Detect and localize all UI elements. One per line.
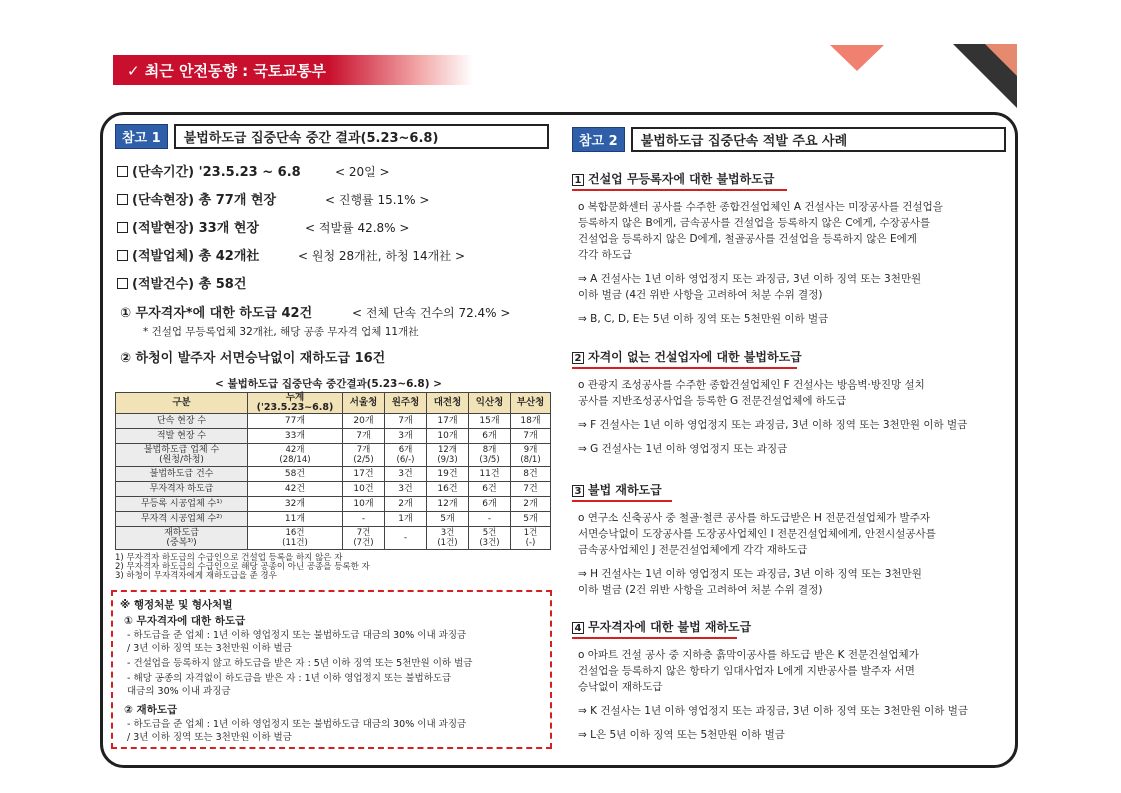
table-row xyxy=(116,512,551,527)
table-cell: 32개 xyxy=(248,497,343,512)
table-cell: 7건 xyxy=(511,482,551,497)
table-cell: 7개 xyxy=(343,429,385,444)
case-title xyxy=(572,350,802,365)
case-line: ⇒ L은 5년 이하 징역 또는 5천만원 이하 벌금 xyxy=(578,729,785,741)
bullet-text: (단속기간) '23.5.23 ~ 6.8 xyxy=(132,165,301,180)
table-cell: 33개 xyxy=(248,429,343,444)
table-cell: 17건 xyxy=(343,467,385,482)
case-line: 승낙없이 재하도급 xyxy=(578,681,663,693)
case-line: 각각 하도급 xyxy=(578,249,633,261)
table-header-cell: 익산청 xyxy=(469,393,511,414)
sub1-footnote: * 건설업 무등록업체 32개社, 해당 공종 무자격 업체 11개社 xyxy=(143,326,419,338)
case-line: ⇒ B, C, D, E는 5년 이하 징역 또는 5천만원 이하 벌금 xyxy=(578,313,829,325)
table-cell: 10개 xyxy=(343,497,385,512)
case-line: 이하 벌금 (2건 위반 사항을 고려하여 처분 수위 결정) xyxy=(578,584,823,596)
table-row xyxy=(116,414,551,429)
checkbox-icon xyxy=(117,222,128,233)
case-line: o 연구소 신축공사 중 철골·철큰 공사를 하도급받은 H 전문건설업체가 발주자 xyxy=(578,512,930,524)
case-line: ⇒ G 건설사는 1년 이하 영업정지 또는 과징금 xyxy=(578,443,788,455)
table-cell: 1개 xyxy=(385,512,427,527)
case-title xyxy=(572,620,751,635)
case-title-text: 불법 재하도급 xyxy=(588,483,662,497)
table-cell: 6개 xyxy=(469,497,511,512)
table-cell: 7개 xyxy=(511,429,551,444)
decor-triangle-coral xyxy=(830,45,884,71)
right-chip: 참고 2 xyxy=(572,127,625,152)
title-underline xyxy=(572,637,737,639)
table-cell: - xyxy=(343,512,385,527)
left-chip: 참고 1 xyxy=(115,124,168,149)
title-underline xyxy=(572,367,797,369)
case-line: 서면승낙없이 도장공사를 도장공사업체인 I 전문건설업체에게, 안전시설공사를 xyxy=(578,528,936,540)
title-underline xyxy=(572,500,672,502)
checkbox-icon xyxy=(117,250,128,261)
bullet-note: < 적발률 42.8% > xyxy=(305,221,410,235)
stat-table xyxy=(115,392,551,550)
bullet-text: (적발현장) 33개 현장 xyxy=(132,221,259,236)
case-line: 등록하지 않은 B에게, 금속공사를 건설업을 등록하지 않은 C에게, 수장공사를 xyxy=(578,217,931,229)
case-number: 3 xyxy=(572,485,584,497)
case-line: ⇒ K 건설사는 1년 이하 영업정지 또는 과징금, 3년 이하 징역 또는 3천만원 이하 벌금 xyxy=(578,705,969,717)
table-cell: - xyxy=(385,527,427,550)
table-cell: 58건 xyxy=(248,467,343,482)
table-header-cell: 누계('23.5.23~6.8) xyxy=(248,393,343,414)
table-cell: 12개 (9/3) xyxy=(427,444,469,467)
bullet-text: (적발업체) 총 42개社 xyxy=(132,249,260,264)
table-header-cell: 구분 xyxy=(116,393,248,414)
checkbox-icon xyxy=(117,194,128,205)
footnote: 2) 무자격자 하도급의 수급인으로 해당 공종이 아닌 공종을 등록한 자 xyxy=(115,562,370,572)
bullet-note: < 원청 28개社, 하청 14개社 > xyxy=(298,249,466,263)
bullet-note: < 20일 > xyxy=(335,165,390,179)
table-cell: 6건 xyxy=(469,482,511,497)
table-cell: 6개 xyxy=(469,429,511,444)
table-cell: 11건 xyxy=(469,467,511,482)
table-cell: 8건 xyxy=(511,467,551,482)
left-title-bar xyxy=(115,124,549,149)
case-title-text: 건설업 무등록자에 대한 불법하도급 xyxy=(588,172,775,186)
table-cell: 5개 xyxy=(511,512,551,527)
table-cell: 11개 xyxy=(248,512,343,527)
penalty-line: 대금의 30% 이내 과징금 xyxy=(127,686,231,697)
table-cell: 6개 (6/-) xyxy=(385,444,427,467)
sub2-main: ② 하청이 발주자 서면승낙없이 재하도급 16건 xyxy=(120,351,386,366)
case-line: ⇒ A 건설사는 1년 이하 영업정지 또는 과징금, 3년 이하 징역 또는 3천만원 xyxy=(578,273,922,285)
case-line: 건설업을 등록하지 않은 D에게, 철골공사를 건설업을 등록하지 않은 E에게 xyxy=(578,233,917,245)
table-row xyxy=(116,497,551,512)
penalty-title: ※ 행정처분 및 형사처벌 xyxy=(120,599,233,611)
table-cell: 5건 (3건) xyxy=(469,527,511,550)
bullet-text: (적발건수) 총 58건 xyxy=(132,277,247,292)
table-cell: 77개 xyxy=(248,414,343,429)
table-header-cell: 대전청 xyxy=(427,393,469,414)
left-title: 불법하도급 집중단속 중간 결과(5.23~6.8) xyxy=(174,124,549,149)
bullet-main xyxy=(117,221,259,236)
footnote: 1) 무자격자 하도급의 수급인으로 건설업 등록을 하지 않은 자 xyxy=(115,553,343,563)
table-cell: 3건 xyxy=(385,482,427,497)
case-title xyxy=(572,483,662,498)
row-label: 단속 현장 수 xyxy=(116,414,248,429)
table-cell: 2개 xyxy=(511,497,551,512)
row-label: 재하도급 (중복³⁾) xyxy=(116,527,248,550)
table-row xyxy=(116,467,551,482)
right-title: 불법하도급 집중단속 적발 주요 사례 xyxy=(631,127,1006,152)
case-line: 건설업을 등록하지 않은 항타기 임대사업자 L에게 지반공사를 발주자 서면 xyxy=(578,665,915,677)
sub1-main: ① 무자격자*에 대한 하도급 42건 xyxy=(120,306,313,321)
banner-title: ✓ 최근 안전동향 : 국토교통부 xyxy=(127,62,326,80)
row-label: 적발 현장 수 xyxy=(116,429,248,444)
table-cell: 12개 xyxy=(427,497,469,512)
table-cell: - xyxy=(469,512,511,527)
table-cell: 42개 (28/14) xyxy=(248,444,343,467)
bullet-main xyxy=(117,193,276,208)
table-cell: 3건 (1건) xyxy=(427,527,469,550)
case-number: 2 xyxy=(572,352,584,364)
case-line: o 복합문화센터 공사를 수주한 종합건설업체인 A 건설사는 미장공사를 건설업을 xyxy=(578,201,943,213)
case-line: ⇒ F 건설사는 1년 이하 영업정지 또는 과징금, 3년 이하 징역 또는 3천만원 이하 벌금 xyxy=(578,419,968,431)
case-title xyxy=(572,172,774,187)
case-line: 공사를 지반조성공사업을 등록한 G 전문건설업체에 하도급 xyxy=(578,395,847,407)
table-row xyxy=(116,527,551,550)
table-cell: 9개 (8/1) xyxy=(511,444,551,467)
checkbox-icon xyxy=(117,278,128,289)
bullet-text: (단속현장) 총 77개 현장 xyxy=(132,193,277,208)
row-label: 무자격자 하도급 xyxy=(116,482,248,497)
table-caption: < 불법하도급 집중단속 중간결과(5.23~6.8) > xyxy=(215,378,442,390)
table-cell: 3건 xyxy=(385,467,427,482)
penalty-sub1: ① 무자격자에 대한 하도급 xyxy=(124,615,246,627)
decor-triangle-orange xyxy=(985,44,1017,76)
case-line: 이하 벌금 (4건 위반 사항을 고려하여 처분 수위 결정) xyxy=(578,289,823,301)
table-cell: 1건 (-) xyxy=(511,527,551,550)
table-header-cell: 서울청 xyxy=(343,393,385,414)
table-cell: 42건 xyxy=(248,482,343,497)
table-cell: 5개 xyxy=(427,512,469,527)
table-cell: 2개 xyxy=(385,497,427,512)
penalty-line: - 하도급을 준 업체 : 1년 이하 영업정지 또는 불법하도급 대금의 30% 이내 과징금 xyxy=(127,719,467,730)
table-cell: 17개 xyxy=(427,414,469,429)
table-row xyxy=(116,429,551,444)
case-number: 1 xyxy=(572,174,584,186)
case-line: ⇒ H 건설사는 1년 이하 영업정지 또는 과징금, 3년 이하 징역 또는 3천만원 xyxy=(578,568,922,580)
penalty-line: - 하도급을 준 업체 : 1년 이하 영업정지 또는 불법하도급 대금의 30% 이내 과징금 xyxy=(127,630,467,641)
sub1-note: < 전체 단속 건수의 72.4% > xyxy=(352,306,511,320)
row-label: 무등록 시공업체 수¹⁾ xyxy=(116,497,248,512)
table-cell: 19건 xyxy=(427,467,469,482)
case-line: 금속공사업체인 J 전문건설업체에게 각각 재하도급 xyxy=(578,544,808,556)
case-line: o 아파트 건설 공사 중 지하층 흙막이공사를 하도급 받은 K 전문건설업체가 xyxy=(578,649,919,661)
table-cell: 10건 xyxy=(343,482,385,497)
right-title-bar xyxy=(572,127,1006,152)
penalty-sub2: ② 재하도급 xyxy=(124,704,178,716)
bullet-note: < 진행률 15.1% > xyxy=(325,193,430,207)
bullet-main xyxy=(117,249,259,264)
row-label: 불법하도급 업체 수 (원청/하청) xyxy=(116,444,248,467)
table-cell: 16건 (11건) xyxy=(248,527,343,550)
table-cell: 8개 (3/5) xyxy=(469,444,511,467)
penalty-line: / 3년 이하 징역 또는 3천만원 이하 벌금 xyxy=(127,732,292,743)
table-cell: 3개 xyxy=(385,429,427,444)
table-cell: 7건 (7건) xyxy=(343,527,385,550)
case-number: 4 xyxy=(572,622,584,634)
table-cell: 7개 (2/5) xyxy=(343,444,385,467)
case-title-text: 자격이 없는 건설업자에 대한 불법하도급 xyxy=(588,350,802,364)
section-banner xyxy=(113,55,473,85)
table-row xyxy=(116,482,551,497)
table-header-cell: 원주청 xyxy=(385,393,427,414)
penalty-line: - 건설업을 등록하지 않고 하도급을 받은 자 : 5년 이하 징역 또는 5천만원 이하 벌금 xyxy=(127,658,473,669)
penalty-line: / 3년 이하 징역 또는 3천만원 이하 벌금 xyxy=(127,643,292,654)
table-cell: 20개 xyxy=(343,414,385,429)
title-underline xyxy=(572,189,787,191)
checkbox-icon xyxy=(117,166,128,177)
penalty-line: - 해당 공종의 자격없이 하도급을 받은 자 : 1년 이하 영업정지 또는 불법하도급 xyxy=(127,673,452,684)
table-header-cell: 부산청 xyxy=(511,393,551,414)
table-row xyxy=(116,444,551,467)
footnote: 3) 하청이 무자격자에게 재하도급을 준 경우 xyxy=(115,571,277,581)
table-cell: 10개 xyxy=(427,429,469,444)
table-cell: 7개 xyxy=(385,414,427,429)
bullet-main xyxy=(117,277,246,292)
table-cell: 15개 xyxy=(469,414,511,429)
table-cell: 18개 xyxy=(511,414,551,429)
table-cell: 16건 xyxy=(427,482,469,497)
bullet-main xyxy=(117,165,301,180)
case-title-text: 무자격자에 대한 불법 재하도급 xyxy=(588,620,752,634)
case-line: o 관광지 조성공사를 수주한 종합건설업체인 F 건설사는 방음벽·방진망 설치 xyxy=(578,379,925,391)
row-label: 무자격 시공업체 수²⁾ xyxy=(116,512,248,527)
row-label: 불법하도급 건수 xyxy=(116,467,248,482)
